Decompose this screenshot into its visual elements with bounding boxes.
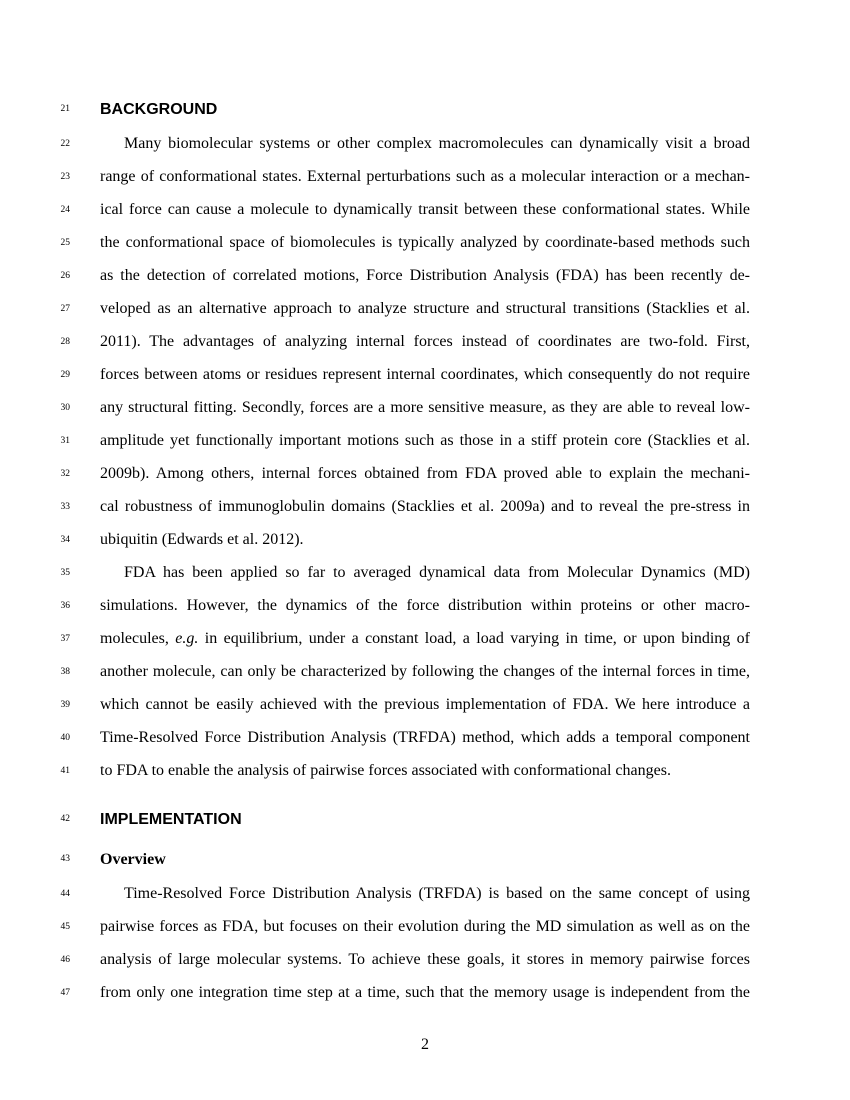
line-number: 44 [60,889,70,899]
section-heading-implementation: IMPLEMENTATION [100,811,242,828]
line-number: 43 [60,854,70,864]
line-number: 33 [60,502,70,512]
text-span: molecules, [100,630,176,647]
page-number: 2 [421,1036,429,1053]
paragraph-line [100,629,750,649]
text-span: in equilibrium, under a constant load, a load varying in time, or upon binding of [198,630,750,647]
line-number: 35 [60,568,70,578]
paragraph-line: amplitude yet functionally important motions such as those in a stiff protein core (Stacklies et al. [100,432,750,449]
paragraph-line: analysis of large molecular systems. To achieve these goals, it stores in memory pairwise forces [100,951,750,968]
line-number: 25 [60,238,70,248]
line-number: 28 [60,337,70,347]
line-number: 40 [60,733,70,743]
line-number: 42 [60,814,70,824]
paragraph-line: which cannot be easily achieved with the previous implementation of FDA. We here introduce a [100,696,750,713]
line-number: 37 [60,634,70,644]
line-number: 24 [60,205,70,215]
paragraph-line: cal robustness of immunoglobulin domains (Stacklies et al. 2009a) and to reveal the pre-stress in [100,498,750,515]
paragraph-line: to FDA to enable the analysis of pairwise forces associated with conformational changes. [100,762,671,779]
italic-abbreviation: e.g. [175,630,199,647]
line-number: 38 [60,667,70,677]
line-number: 31 [60,436,70,446]
paragraph-line: forces between atoms or residues represent internal coordinates, which consequently do not require [100,366,750,383]
paragraph-line: from only one integration time step at a time, such that the memory usage is independent from the [100,984,750,1001]
line-number: 41 [60,766,70,776]
line-number: 30 [60,403,70,413]
section-heading-background: BACKGROUND [100,101,218,118]
line-number: 32 [60,469,70,479]
line-number: 36 [60,601,70,611]
paragraph-line: as the detection of correlated motions, Force Distribution Analysis (FDA) has been recently de- [100,267,750,284]
line-number: 46 [60,955,70,965]
paragraph-line: another molecule, can only be characterized by following the changes of the internal forces in time, [100,663,750,680]
paragraph-line: Time-Resolved Force Distribution Analysis (TRFDA) is based on the same concept of using [124,885,750,902]
paragraph-line: the conformational space of biomolecules is typically analyzed by coordinate-based methods such [100,234,750,251]
paragraph-line: veloped as an alternative approach to analyze structure and structural transitions (Stacklies et al. [100,300,750,317]
line-number: 34 [60,535,70,545]
paragraph-line: ical force can cause a molecule to dynamically transit between these conformational states. While [100,201,750,218]
line-number: 45 [60,922,70,932]
paragraph-line: any structural fitting. Secondly, forces are a more sensitive measure, as they are able to reveal low- [100,399,750,416]
paragraph-line: 2011). The advantages of analyzing internal forces instead of coordinates are two-fold. First, [100,333,750,350]
line-number: 29 [60,370,70,380]
paragraph-line: simulations. However, the dynamics of the force distribution within proteins or other macro- [100,597,750,614]
paragraph-line: pairwise forces as FDA, but focuses on their evolution during the MD simulation as well as on the [100,918,750,935]
paragraph-line: range of conformational states. External perturbations such as a molecular interaction or a mechan- [100,168,750,185]
line-number: 22 [60,139,70,149]
line-number: 23 [60,172,70,182]
line-number: 27 [60,304,70,314]
line-number: 47 [60,988,70,998]
paragraph-line: ubiquitin (Edwards et al. 2012). [100,531,304,548]
paragraph-line: FDA has been applied so far to averaged dynamical data from Molecular Dynamics (MD) [124,564,750,581]
paragraph-line: Time-Resolved Force Distribution Analysis (TRFDA) method, which adds a temporal component [100,729,750,746]
line-number: 39 [60,700,70,710]
line-number: 21 [60,104,70,114]
paragraph-line: Many biomolecular systems or other complex macromolecules can dynamically visit a broad [124,135,750,152]
line-number: 26 [60,271,70,281]
subsection-heading-overview: Overview [100,851,166,868]
paragraph-line: 2009b). Among others, internal forces obtained from FDA proved able to explain the mechani- [100,465,750,482]
